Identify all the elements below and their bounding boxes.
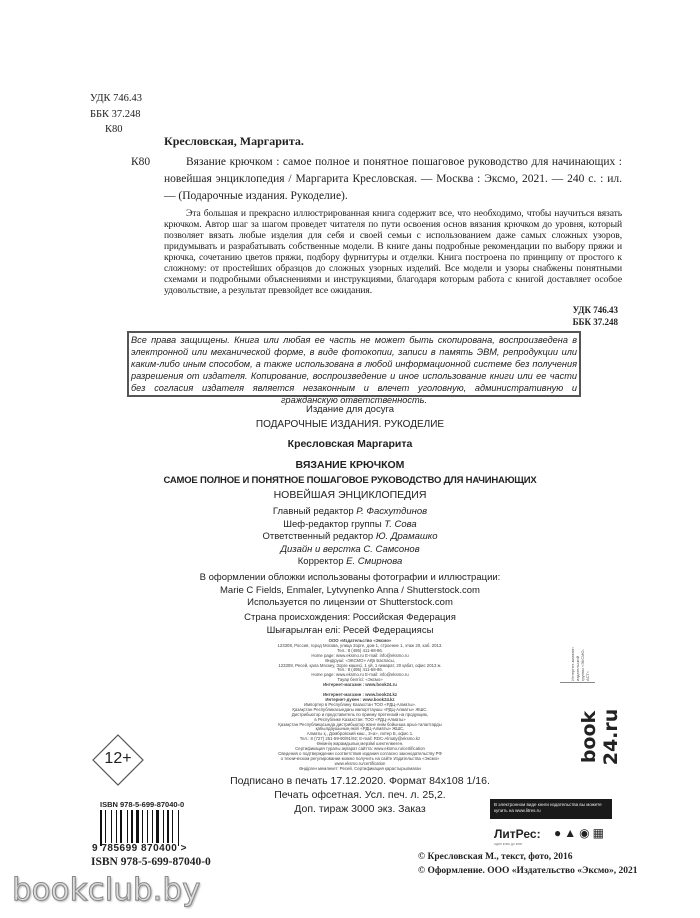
imprint-line: Қазақстан Республикасындағы импорттаушы «РДЦ-Алматы» ЖШС. bbox=[292, 706, 428, 712]
bbk-code: ББК 37.248 bbox=[90, 108, 141, 120]
litres-banner: В электронном виде книги издательства вы можете купить на www.litres.ru bbox=[490, 799, 612, 819]
bib-record: Вязание крючком : самое полное и понятное пошаговое руководство для начинающих : новейшая энциклопедия / Маргарита Кресловская. — Москва : Эксмо, 2021. — 240 с. : ил. — (Подарочные издания. Рукоделие). bbox=[164, 156, 622, 202]
imprint-line: Дистрибьютор и представитель по приему претензий на продукцию, bbox=[291, 711, 429, 717]
windows-icon: ▦ bbox=[592, 826, 607, 840]
print-info: Подписано в печать 17.12.2020. Формат 84x108 1/16. Печать офсетная. Усл. печ. л. 25,2. Доп. тираж 3000 экз. Заказ bbox=[230, 775, 490, 815]
imprint-line: ООО «Издательство «Эксмо» bbox=[328, 638, 392, 643]
barcode-bar bbox=[100, 810, 102, 846]
bbk-code: ББК 37.248 bbox=[572, 316, 618, 327]
barcode-icon bbox=[100, 810, 190, 846]
author-sign: К80 bbox=[105, 124, 123, 135]
imprint-line: қабылдаушының өкілі «РДЦ-Алматы» ЖШС, bbox=[315, 726, 405, 732]
catalog-codes-right bbox=[560, 305, 618, 328]
country-of-origin: Страна происхождения: Российская Федерация Шығарылған елі: Ресей Федерациясы bbox=[244, 612, 456, 636]
isbn: ISBN 978-5-699-87040-0 bbox=[91, 856, 211, 868]
barcode-bar bbox=[152, 810, 153, 843]
barcode-bar bbox=[167, 810, 169, 843]
barcode-bar bbox=[142, 810, 143, 843]
publisher-imprint bbox=[240, 639, 480, 772]
isbn-small: ISBN 978-5-699-87040-0 bbox=[100, 800, 185, 809]
rights-notice: Все права защищены. Книга или любая ее часть не может быть скопирована, воспроизведена в электронной или механической форме, в виде фотокопии, записи в память ЭВМ, репродукции или каким-либо иным способом, а также использована в любой информационной системе без получения разрешения от издателя. Копирование, воспроизведение и иное использование книги или ее части без согласия издателя является незаконным и влечет уголовную, административную и гражданскую ответственность. bbox=[127, 331, 581, 397]
barcode-bar bbox=[156, 810, 159, 843]
divider bbox=[560, 682, 595, 683]
imprint-line: 123308, Ресей, қала Мәскеу, Зорге көшесі, 1 үй, 1 ғимарат, 20 қабат, офис 2013 ж. bbox=[278, 662, 442, 668]
platform-icons bbox=[554, 826, 607, 841]
book24-logo: book 24.ru bbox=[578, 708, 622, 766]
imprint-line: Импортер в Республику Казахстан ТОО «РДЦ-Алматы». bbox=[304, 701, 416, 707]
imprint-line: www.eksmo.ru/certification bbox=[334, 760, 386, 766]
imprint-line: Алматы қ., Домбровский көш., 3«а», литер Б, офис 1. bbox=[306, 731, 414, 737]
imprint-line: Тел.: 8 (727) 251-59-90/91/92; E-mail: RDC-Almaty@eksmo.kz bbox=[299, 736, 421, 742]
imprint-line: Home page: www.eksmo.ru E-mail: info@eksmo.ru bbox=[311, 672, 409, 678]
barcode-bar bbox=[172, 810, 173, 843]
editor-line: Ответственный редактор Ю. Драмашко bbox=[262, 531, 438, 542]
series: ПОДАРОЧНЫЕ ИЗДАНИЯ. РУКОДЕЛИЕ bbox=[255, 419, 445, 430]
imprint-line: Сертификация туралы ақпарат сайтта: www.eksmo.ru/certification bbox=[295, 746, 425, 752]
watermark: bookclub.by bbox=[12, 872, 201, 908]
litres-logo: ЛитРес: bbox=[494, 827, 541, 841]
barcode-digits: 9 785699 870400 > bbox=[92, 843, 187, 854]
apple-icon: ● bbox=[554, 826, 565, 840]
bib-author: Кресловская, Маргарита. bbox=[164, 134, 304, 148]
author-name: Кресловская Маргарита bbox=[287, 438, 413, 450]
barcode-bar bbox=[105, 810, 106, 843]
barcode-bar bbox=[131, 810, 133, 843]
bib-author-sign: К80 bbox=[131, 156, 151, 168]
windows-phone-icon: ◉ bbox=[579, 826, 593, 840]
imprint-line: Өндірген мемлекет: Ресей. Сертификация қарастырылмаған bbox=[299, 765, 421, 771]
imprint-line: в Республике Казахстан: ТОО «РДЦ-Алматы» bbox=[314, 716, 406, 722]
photo-credits: В оформлении обложки использованы фотографии и иллюстрации: Marie C Fields, Enmaler, Lytvynenko Anna / Shutterstock.com Используется по лицензии от Shutterstock.com bbox=[199, 572, 501, 608]
barcode-bar bbox=[127, 810, 128, 843]
barcode-bar bbox=[111, 810, 112, 843]
imprint-line: Тауар белгісі: «Эксмо» bbox=[337, 677, 383, 683]
imprint-line: Сведения о подтверждении соответствия издания согласно законодательству РФ bbox=[278, 750, 442, 756]
imprint-line: Өнімнің жарамдылық мерзімі шектелмеген. bbox=[316, 741, 404, 747]
book-subtitle-2: НОВЕЙШАЯ ЭНЦИКЛОПЕДИЯ bbox=[273, 489, 427, 501]
editor-line: Главный редактор Р. Фасхутдинов bbox=[272, 506, 428, 517]
udk-code: УДК 746.43 bbox=[572, 305, 618, 315]
imprint-line: о техническом регулировании можно получить на сайте Издательства «Эксмо» bbox=[280, 755, 440, 761]
abstract: Эта большая и прекрасно иллюстрированная книга содержит все, что необходимо, чтобы научиться вязать крючком. Автор шаг за шагом проведет читателя по пути освоения основ вязания крючком до уровня, который позволяет вязать любые изделия для себя и своей семьи с использованием даже самых сложных узоров, придумывать и разрабатывать собственные модели. В книге даны подробные рекомендации по выбору пряжи и крючка, сочетанию цветов пряжи, подбору фурнитуры и отделки. Книга построена по принципу от простого к сложному: от простейших образцов до сложных узорных изделий. Все модели и узоры снабжены понятными схемами и подробными объяснениями и инструкциями, благодаря которым работа с книгой доставляет особое удовольствие, а результат превзойдет все ожидания. bbox=[164, 208, 622, 296]
imprint-line: Интернет-дүкен : www.book24.kz bbox=[325, 696, 395, 702]
barcode-bar bbox=[116, 810, 117, 843]
imprint-line: Тел.: 8 (495) 411-68-86. bbox=[337, 647, 383, 653]
editor-line: Шеф-редактор группы Т. Сова bbox=[283, 518, 417, 530]
editors bbox=[150, 506, 550, 569]
litres-tagline: один клик до книг bbox=[494, 842, 523, 846]
barcode-bar bbox=[178, 810, 179, 846]
imprint-line: Интернет-магазин : www.book24.ru bbox=[323, 682, 397, 688]
edition-type: Издание для досуга bbox=[305, 404, 394, 415]
book-title: ВЯЗАНИЕ КРЮЧКОМ bbox=[295, 459, 405, 471]
catalog-codes bbox=[90, 91, 142, 138]
imprint-line: Home page: www.eksmo.ru E-mail: info@eksmo.ru bbox=[311, 652, 409, 658]
imprint-line: 123308, Россия, город Москва, улица Зорге, дом 1, строение 1, этаж 20, каб. 2013. bbox=[277, 642, 443, 648]
imprint-line: Қазақстан Республикасында дистрибьютор және өнім бойынша арыз-талаптарды bbox=[278, 721, 442, 727]
barcode-bar bbox=[136, 810, 139, 843]
editor-line: Корректор Е. Смирнова bbox=[297, 556, 403, 567]
age-rating-badge bbox=[92, 734, 144, 786]
editor-line: Дизайн и верстка С. Самсонов bbox=[280, 543, 420, 555]
imprint-line: Интернет-магазин : www.book24.kz bbox=[322, 692, 398, 698]
book-subtitle: САМОЕ ПОЛНОЕ И ПОНЯТНОЕ ПОШАГОВОЕ РУКОВОДСТВО ДЛЯ НАЧИНАЮЩИХ bbox=[163, 475, 537, 486]
age-rating: 12+ bbox=[104, 750, 132, 767]
copyright: © Кресловская М., текст, фото, 2016 © Оформление. ООО «Издательство «Эксмо», 2021 bbox=[418, 852, 638, 876]
barcode-bar bbox=[120, 810, 122, 843]
barcode-bar bbox=[163, 810, 164, 843]
imprint-line: Тел.: 8 (495) 411-68-86. bbox=[337, 667, 383, 673]
android-icon: ▲ bbox=[564, 826, 580, 840]
imprint-line: Өндіруші: «ЭКСМО» АҚБ Баспасы, bbox=[325, 657, 395, 663]
book24-note: Интернет-магазин издательской группы «ЭКСМО-АСТ» bbox=[570, 647, 590, 681]
barcode-bar bbox=[147, 810, 148, 843]
udk-code: УДК 746.43 bbox=[90, 93, 143, 104]
